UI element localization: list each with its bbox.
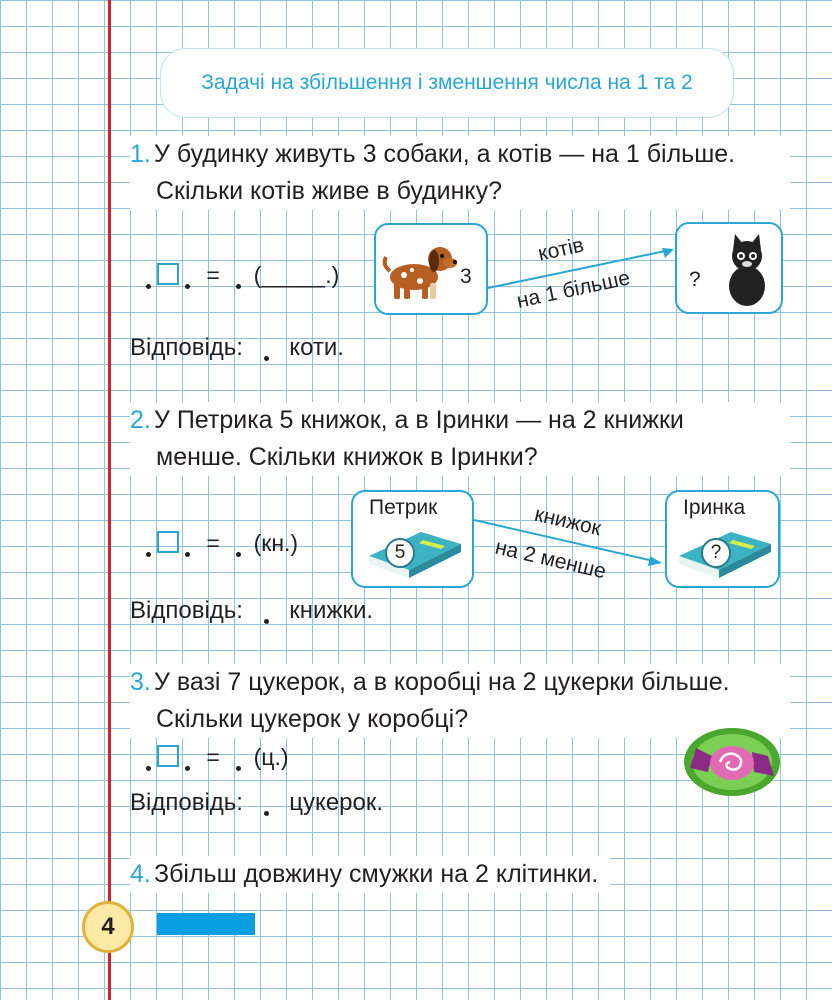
cat-icon xyxy=(717,230,777,310)
operation-square[interactable] xyxy=(157,745,179,767)
task1-text xyxy=(130,136,790,210)
dog-icon xyxy=(382,239,458,303)
answer-unit: книжки. xyxy=(289,597,374,624)
task2-formula xyxy=(140,530,298,557)
answer-blank[interactable] xyxy=(264,619,269,624)
task3-formula xyxy=(140,744,289,771)
task2-number: 2. xyxy=(130,406,151,434)
task4-number: 4. xyxy=(130,860,151,888)
petryk-name: Петрик xyxy=(369,496,438,519)
blank-dot xyxy=(185,766,190,771)
page-title: Задачі на збільшення і зменшення числа на 1 та 2 xyxy=(201,71,693,94)
cat-card xyxy=(675,222,783,314)
arrow-label-bottom: на 1 більше xyxy=(514,266,633,313)
task2-line2: менше. Скільки книжок в Іринки? xyxy=(156,443,538,471)
answer-unit: коти. xyxy=(289,334,344,361)
task1-formula xyxy=(140,262,339,289)
blank-dot xyxy=(185,552,190,557)
candy-icon xyxy=(682,722,782,802)
operation-square[interactable] xyxy=(157,531,179,553)
blank-dot xyxy=(146,284,151,289)
blue-strip xyxy=(157,913,255,935)
task1-unit: (_____.) xyxy=(253,262,340,288)
irynka-count: ? xyxy=(701,538,731,568)
task2-unit: (кн.) xyxy=(253,530,299,556)
task2-answer xyxy=(130,597,373,625)
task3-answer xyxy=(130,789,383,817)
blank-dot xyxy=(146,766,151,771)
page-number: 4 xyxy=(82,901,134,953)
task2-line1: У Петрика 5 книжок, а в Іринки — на 2 книжки xyxy=(154,406,684,434)
irynka-card xyxy=(665,490,780,588)
task1-answer xyxy=(130,334,344,362)
task3-number: 3. xyxy=(130,668,151,696)
blank-dot xyxy=(146,552,151,557)
title-banner xyxy=(160,48,734,118)
dog-count: 3 xyxy=(460,265,472,288)
task3-line2: Скільки цукерок у коробці? xyxy=(156,705,469,733)
equals-sign: = xyxy=(206,530,220,556)
task1-number: 1. xyxy=(130,140,151,168)
task3-line1: У вазі 7 цукерок, а в коробці на 2 цукерки більше. xyxy=(154,668,730,696)
answer-blank[interactable] xyxy=(264,811,269,816)
blank-dot xyxy=(185,284,190,289)
equals-sign: = xyxy=(206,744,220,770)
task4-line1: Збільш довжину смужки на 2 клітинки. xyxy=(154,860,599,888)
arrow-label-top: книжок xyxy=(532,502,604,541)
answer-blank[interactable] xyxy=(264,356,269,361)
answer-label: Відповідь: xyxy=(130,597,243,624)
answer-unit: цукерок. xyxy=(289,789,384,816)
equals-sign: = xyxy=(206,262,220,288)
blank-dot xyxy=(236,766,241,771)
arrow-label-bottom: на 2 менше xyxy=(492,535,609,584)
arrow-label-top: котів xyxy=(536,233,586,266)
margin-line xyxy=(108,0,111,1000)
cat-count: ? xyxy=(689,268,701,291)
blank-dot xyxy=(236,284,241,289)
petryk-card xyxy=(351,490,474,588)
blank-dot xyxy=(236,552,241,557)
task1-line1: У будинку живуть 3 собаки, а котів — на 1 більше. xyxy=(154,140,736,168)
irynka-name: Іринка xyxy=(683,496,746,519)
dog-card xyxy=(374,223,488,315)
answer-label: Відповідь: xyxy=(130,334,243,361)
operation-square[interactable] xyxy=(157,263,179,285)
task3-unit: (ц.) xyxy=(253,744,289,770)
task2-text xyxy=(130,402,790,476)
answer-label: Відповідь: xyxy=(130,789,243,816)
task1-line2: Скільки котів живе в будинку? xyxy=(156,177,502,205)
task4-text xyxy=(130,856,610,893)
petryk-count: 5 xyxy=(385,538,415,568)
